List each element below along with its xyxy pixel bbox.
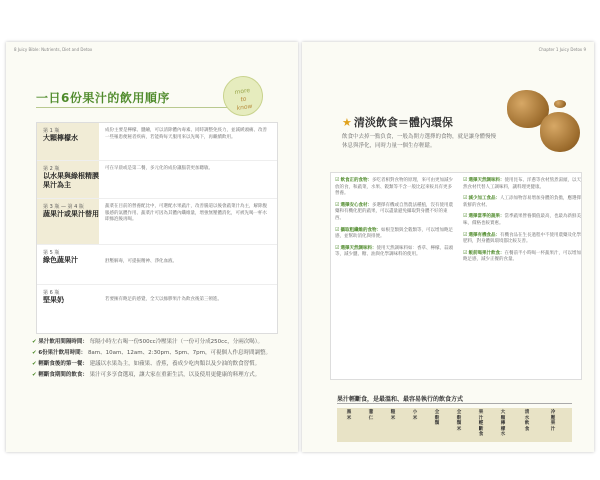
step-name: 堅果奶 bbox=[43, 296, 64, 304]
potato-highlight bbox=[554, 100, 566, 108]
check-icon: ☑ bbox=[463, 177, 468, 183]
title-text: 清淡飲食＝體內環保 bbox=[353, 116, 453, 129]
check-icon: ✔ bbox=[32, 350, 37, 356]
tip-text: 人工添加物容易增加身體的負擔，應選擇新鮮的食材。 bbox=[463, 196, 581, 208]
step-cell bbox=[37, 161, 99, 198]
step-description: 成份主要是檸檬、鹽鹼，可以清除體內毒素、同時調整免疫力，並減緩頭痛、改善一些罹患便秘者疾病，若能夠每天服用來以先喝下，再繼續飲用。 bbox=[105, 128, 267, 140]
tip-item bbox=[335, 202, 453, 223]
step-name: 蔬果汁或果汁替用 bbox=[43, 210, 99, 218]
right-page bbox=[302, 42, 594, 452]
food-label: 糙米 bbox=[390, 410, 396, 421]
tip-text: 如根莖類與全穀類等，可以增加飽足感，並幫助消化與排便。 bbox=[335, 227, 453, 240]
step-cell bbox=[37, 123, 99, 160]
tip-text: 當季蔬果營養價值最高，也最為新鮮美味，價格也較實惠。 bbox=[463, 214, 581, 226]
right-running-head: Chapter 1 Juicy Detox 9 bbox=[538, 47, 586, 52]
step-row bbox=[37, 245, 277, 285]
tip-heading: 選擇當季的蔬果： bbox=[468, 214, 505, 220]
check-icon: ☑ bbox=[335, 226, 340, 233]
check-icon: ✔ bbox=[32, 339, 37, 345]
foods-section-title: 果汁輕斷食，是最溫和、最容易執行的飲食方式 bbox=[337, 396, 464, 403]
food-label: 大顆檸檬水 bbox=[500, 410, 506, 437]
tip-text: 每隔小時左右喝一份500cc冷壓果汁（一份可分成250cc，分兩次喝）。 bbox=[89, 339, 263, 345]
tip-item bbox=[32, 360, 284, 368]
left-page-title: 一日6份果汁的飲用順序 bbox=[36, 91, 170, 105]
step-description: 舒壓解毒，可提振精神、淨化血液。 bbox=[105, 259, 177, 264]
step-row bbox=[37, 161, 277, 199]
tip-heading: 減少加工食品： bbox=[468, 196, 500, 202]
tip-item bbox=[463, 177, 581, 191]
step-description: 可在早晨或是第二餐，多元化的成份讓腦袋更加聰敏。 bbox=[105, 166, 213, 171]
badge-line-2: to bbox=[240, 95, 247, 104]
badge-line-1: more bbox=[234, 86, 251, 97]
tip-text: 有機食品在生長過程中不使用農藥及化學肥料，對身體與環境都比較友善。 bbox=[463, 232, 581, 245]
right-page-title bbox=[342, 114, 453, 130]
tip-heading: 飯前喝果汁飲食： bbox=[468, 250, 505, 256]
tip-heading: 選擇天然調味料： bbox=[340, 245, 377, 251]
tips-column-right bbox=[463, 177, 581, 268]
tip-heading: 果汁飲用間隔時間： bbox=[38, 339, 88, 345]
step-name: 大顆檸檬水 bbox=[43, 134, 78, 142]
intro-paragraph: 飲食中去掉一點負食，一般為開方選擇的食物，就是讓身體慢慢休息與淨化，同時力量一個生存輕鬆。 bbox=[342, 134, 497, 149]
tip-heading: 飲食正的食物： bbox=[340, 178, 372, 183]
tip-item bbox=[32, 349, 284, 357]
tip-text: 建議以水果為主，如蘋果、香蕉，養成少吃肉類以及少油的飲食習慣。 bbox=[89, 361, 261, 367]
tip-item bbox=[463, 250, 581, 264]
food-label: 清水飲食 bbox=[524, 410, 530, 432]
title-underline bbox=[36, 107, 246, 108]
check-icon: ☑ bbox=[335, 244, 340, 251]
step-number: 第 2 瓶 bbox=[43, 166, 60, 172]
step-description: 蔬菜在目前的營養配比中，可選配水果蔬汁，改善腸道以後會蔬菜汁為主，解除腹脹感的氣體作用、蔬菜汁可因為其體內纖維量，增強無壓體消化，可被先喝一杯水即綠泡後再喝。 bbox=[105, 204, 267, 222]
check-icon: ☑ bbox=[335, 177, 340, 183]
food-label: 冷壓果汁 bbox=[550, 410, 556, 432]
tip-heading: 選擇天然調味料： bbox=[468, 178, 505, 183]
tip-text: 8am、10am、12am、2:30pm、5pm、7pm，可視個人作息時間調整。 bbox=[87, 350, 272, 356]
step-row bbox=[37, 285, 277, 335]
step-cell bbox=[37, 285, 99, 335]
tips-box bbox=[330, 172, 582, 380]
tip-text: 使用昆布、洋蔥等食材熬煮湯頭，以天然食材代替人工調味料，讓料理更健康。 bbox=[463, 178, 581, 190]
step-cell bbox=[37, 199, 99, 244]
step-name: 以水果與綠根精膜果汁為主 bbox=[43, 172, 99, 189]
step-name: 綠色蔬果汁 bbox=[43, 256, 78, 264]
tip-heading: 選擇有機食品： bbox=[468, 232, 500, 238]
left-page bbox=[6, 42, 298, 452]
tip-heading: 輕斷食後的第一餐： bbox=[38, 361, 88, 367]
tip-text: 果汁可多享食選項，讓大家在重新生活，以及使用更健康的料理方式。 bbox=[89, 372, 261, 378]
food-label: 黑米 bbox=[346, 410, 352, 421]
tip-item bbox=[463, 232, 581, 246]
potato-image bbox=[540, 112, 580, 152]
section-divider bbox=[337, 403, 572, 404]
juice-order-table bbox=[36, 122, 278, 334]
step-description: 若要擁有飽足的感覺，全天以綠膠果汁為飲食後第三頓進。 bbox=[105, 297, 222, 302]
tip-heading: 6份果汁飲用時間： bbox=[38, 350, 87, 356]
more-to-know-badge bbox=[220, 73, 265, 118]
step-row bbox=[37, 123, 277, 161]
check-icon: ☑ bbox=[463, 231, 468, 238]
food-label: 全穀類米 bbox=[456, 410, 462, 432]
tip-item bbox=[335, 177, 453, 198]
step-number: 第 3 瓶 — 第 4 瓶 bbox=[43, 204, 84, 210]
tip-text: 多吃者相對食物的原理，來可由更加減少放的食，和蔬菜，水果、穀類等不含一般比起來較具有更多營養。 bbox=[335, 178, 453, 197]
tip-item bbox=[335, 227, 453, 241]
step-number: 第 5 瓶 bbox=[43, 250, 60, 256]
food-label: 全穀類 bbox=[434, 410, 440, 426]
tips-column-left bbox=[335, 177, 453, 263]
check-icon: ☑ bbox=[463, 249, 468, 256]
food-label: 薏仁 bbox=[368, 410, 374, 421]
star-icon: ★ bbox=[342, 116, 352, 129]
tip-item bbox=[463, 213, 581, 227]
tips-list bbox=[32, 338, 284, 382]
badge-line-3: know bbox=[236, 102, 253, 112]
check-icon: ✔ bbox=[32, 372, 37, 378]
tip-heading: 輕斷食期間的飲食： bbox=[38, 372, 88, 378]
check-icon: ☑ bbox=[335, 201, 340, 208]
tip-text: 使用天然調味料如：香草、檸檬、蒜頭等，減少鹽、糖、油與化學調味料的使用。 bbox=[335, 245, 453, 258]
tip-heading: 選擇安心食材： bbox=[340, 202, 372, 208]
check-icon: ☑ bbox=[463, 213, 468, 220]
check-icon: ☑ bbox=[463, 195, 468, 202]
step-number: 第 1 瓶 bbox=[43, 128, 60, 134]
step-cell bbox=[37, 245, 99, 284]
tip-text: 多選擇有機或自然農法種植，沒有使用農藥和有機化肥的蔬果，可以盡量避免攝取對身體不好的東西。 bbox=[335, 202, 453, 221]
left-running-head: 8 Juicy Bible: Nutrients, Diet and Detox bbox=[14, 47, 93, 52]
tip-item bbox=[335, 245, 453, 259]
tip-item bbox=[463, 195, 581, 209]
food-label: 小米 bbox=[412, 410, 418, 421]
tip-heading: 攝取粗纖維的食物： bbox=[340, 227, 381, 233]
tip-item bbox=[32, 371, 284, 379]
check-icon: ✔ bbox=[32, 361, 37, 367]
step-number: 第 6 瓶 bbox=[43, 290, 60, 296]
food-label: 果汁輕斷食 bbox=[478, 410, 484, 437]
tip-item bbox=[32, 338, 284, 346]
step-row bbox=[37, 199, 277, 245]
tip-text: 在餐前半小時喝一杯蔬果汁，可以增加飽足感，減少正餐的食量。 bbox=[463, 250, 581, 263]
